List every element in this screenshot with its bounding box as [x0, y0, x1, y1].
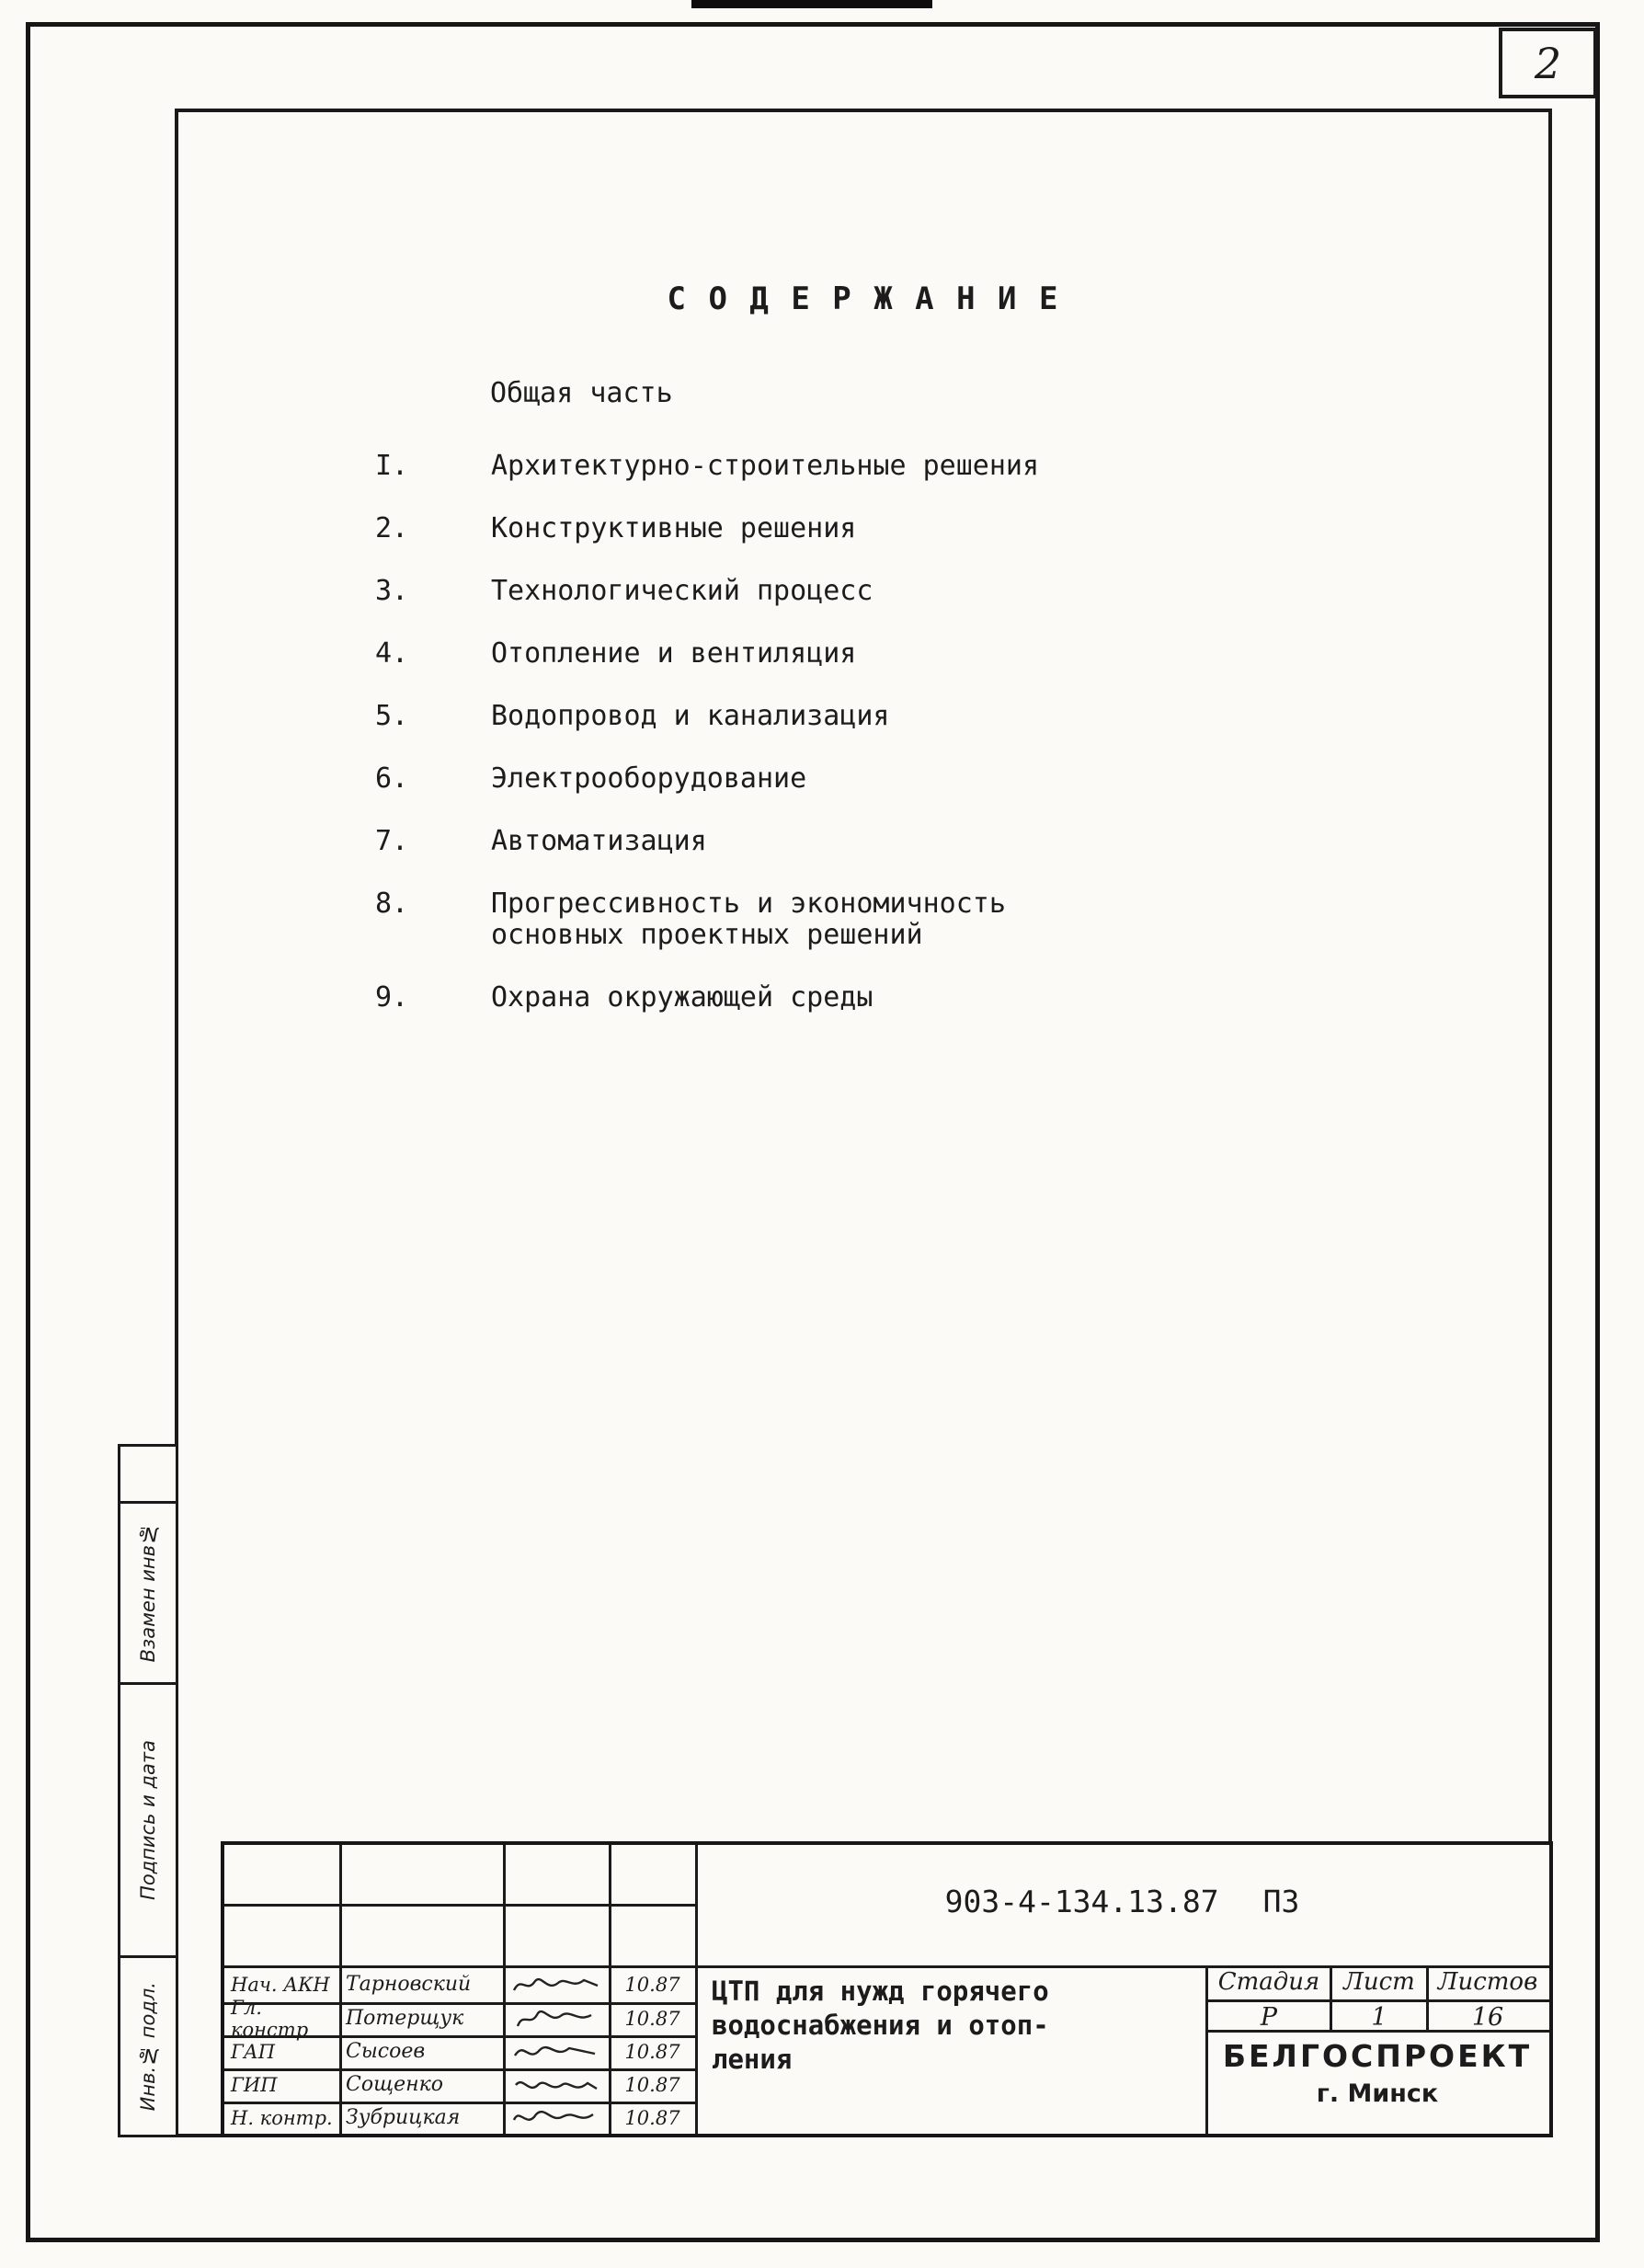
document-number: 903-4-134.13.87	[944, 1884, 1219, 1919]
toc-item	[375, 982, 1203, 1014]
toc-item-number: 5.	[375, 700, 409, 732]
toc-item	[375, 638, 1203, 670]
signature-icon	[510, 2072, 602, 2098]
project-title-line: ления	[712, 2044, 793, 2075]
toc-item-text: Архитектурно-строительные решения	[491, 450, 1040, 482]
toc-item-text: Автоматизация	[491, 825, 707, 857]
signature-date: 10.87	[624, 2073, 680, 2096]
signer-name: Зубрицкая	[346, 2106, 461, 2129]
project-title-cell	[712, 1975, 1193, 2077]
stamp-line	[1205, 1999, 1549, 2002]
toc-item-text: Конструктивные решения	[491, 512, 857, 544]
page-number-box	[1499, 28, 1597, 98]
contents-title: С О Д Е Р Ж А Н И Е	[667, 281, 1060, 317]
signer-name: Сысоев	[346, 2040, 426, 2063]
document-type-code: ПЗ	[1262, 1884, 1300, 1919]
signature-row	[224, 2034, 698, 2068]
toc-item-text: Электрооборудование	[491, 762, 807, 795]
toc-item-text: Охрана окружающей среды	[491, 981, 873, 1014]
signature-date: 10.87	[624, 2007, 680, 2030]
margin-box-empty	[118, 1444, 178, 1504]
toc-item	[375, 826, 1203, 857]
signature-scribble	[503, 2039, 609, 2065]
project-title-line: водоснабжения и отоп-	[712, 2010, 1049, 2041]
signature-scribble	[503, 2072, 609, 2098]
organization-name: БЕЛГОСПРОЕКТ	[1222, 2038, 1533, 2074]
sheets-value: 16	[1471, 2003, 1504, 2032]
signature-row	[224, 2101, 698, 2135]
page-number: 2	[1534, 38, 1562, 88]
contents-list	[375, 451, 1203, 1045]
stamp-line	[224, 1904, 698, 1907]
signature-icon	[510, 2006, 602, 2032]
signature-icon	[510, 1972, 602, 1998]
document-number-cell	[695, 1884, 1549, 1919]
margin-label: Инв.№ подл.	[137, 1981, 159, 2112]
toc-item-number: 7.	[375, 825, 409, 857]
toc-item-text: Отопление и вентиляция	[491, 637, 857, 670]
toc-item-number: 8.	[375, 888, 409, 920]
project-title-line: ЦТП для нужд горячего	[712, 1976, 1049, 2007]
contents-section: Общая часть	[490, 377, 673, 409]
toc-item	[375, 888, 1203, 951]
toc-item-text: Прогрессивность и экономичность основных проектных решений	[491, 888, 1006, 951]
signature-date: 10.87	[624, 2040, 680, 2063]
margin-label: Взамен инв№	[137, 1523, 159, 1663]
signature-scribble	[503, 1972, 609, 1998]
signer-role: ГИП	[231, 2073, 278, 2096]
signature-icon	[510, 2105, 602, 2131]
stage-header: Стадия	[1217, 1968, 1320, 1996]
toc-item	[375, 451, 1203, 482]
sheet-header: Лист	[1343, 1968, 1415, 1996]
toc-item-text: Технологический процесс	[491, 575, 873, 607]
margin-label: Подпись и дата	[137, 1740, 159, 1900]
title-block	[221, 1841, 1553, 2137]
signer-role: Гл. констр	[231, 1996, 309, 2041]
scan-artifact	[691, 0, 932, 8]
toc-item-number: 6.	[375, 762, 409, 795]
signature-row	[224, 2068, 698, 2102]
signature-date: 10.87	[624, 1973, 680, 1996]
organization-cell	[1205, 2038, 1549, 2108]
toc-item-number: 3.	[375, 575, 409, 607]
toc-item	[375, 513, 1203, 544]
signer-role: ГАП	[231, 2040, 276, 2063]
signature-scribble	[503, 2105, 609, 2131]
signer-role: Н. контр.	[231, 2106, 333, 2129]
stage-value: Р	[1260, 2003, 1278, 2032]
signature-date: 10.87	[624, 2106, 680, 2129]
toc-item	[375, 763, 1203, 795]
sheet-value: 1	[1371, 2003, 1387, 2032]
margin-box-inv-podl	[118, 1955, 178, 2137]
organization-city: г. Минск	[1316, 2079, 1439, 2108]
signature-icon	[510, 2039, 602, 2065]
margin-box-podpis-data	[118, 1682, 178, 1958]
signature-scribble	[503, 2006, 609, 2032]
toc-item	[375, 701, 1203, 732]
toc-item-number: 9.	[375, 981, 409, 1014]
toc-item-number: I.	[375, 450, 409, 482]
toc-item-number: 4.	[375, 637, 409, 670]
sheets-header: Листов	[1437, 1968, 1538, 1996]
toc-item-text: Водопровод и канализация	[491, 700, 890, 732]
signer-name: Тарновский	[346, 1973, 472, 1996]
margin-box-vzamen-inv	[118, 1501, 178, 1685]
sheet-inner-frame	[175, 109, 1552, 2137]
signer-name: Сощенко	[346, 2073, 443, 2096]
toc-item-number: 2.	[375, 512, 409, 544]
signature-row	[224, 1996, 698, 2041]
signer-name: Потерщук	[346, 2007, 464, 2030]
toc-item	[375, 576, 1203, 607]
signer-role: Нач. АКН	[231, 1973, 330, 1996]
